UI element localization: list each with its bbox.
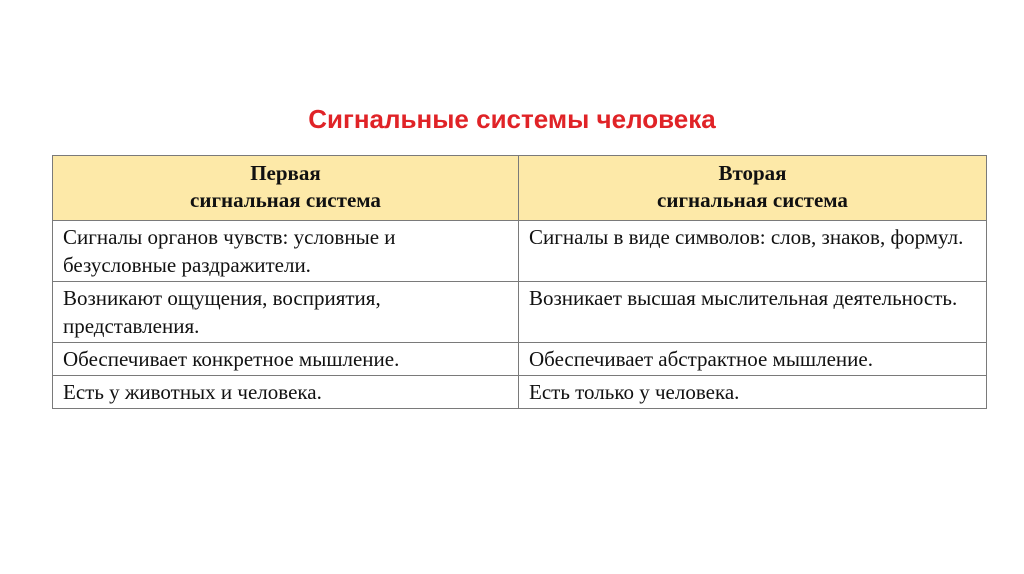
cell-second-system: Обеспечивает абстрактное мышление. xyxy=(519,343,987,376)
header-first-line1: Первая xyxy=(250,161,321,185)
header-first-system xyxy=(53,156,519,221)
cell-first-system: Есть у животных и человека. xyxy=(53,376,519,409)
cell-second-system: Сигналы в виде символов: слов, знаков, формул. xyxy=(519,221,987,282)
cell-second-system: Возникает высшая мыслительная деятельность. xyxy=(519,282,987,343)
header-second-line1: Вторая xyxy=(718,161,787,185)
table-header-row xyxy=(53,156,987,221)
cell-second-system: Есть только у человека. xyxy=(519,376,987,409)
header-first-line2: сигнальная система xyxy=(190,188,381,212)
cell-first-system: Возникают ощущения, восприятия, представления. xyxy=(53,282,519,343)
header-second-line2: сигнальная система xyxy=(657,188,848,212)
table-row xyxy=(53,376,987,409)
comparison-table xyxy=(52,155,987,409)
table-row xyxy=(53,221,987,282)
cell-first-system: Обеспечивает конкретное мышление. xyxy=(53,343,519,376)
header-second-system xyxy=(519,156,987,221)
cell-first-system: Сигналы органов чувств: условные и безусловные раздражители. xyxy=(53,221,519,282)
table-row xyxy=(53,343,987,376)
slide-title: Сигнальные системы человека xyxy=(308,104,716,134)
table-row xyxy=(53,282,987,343)
